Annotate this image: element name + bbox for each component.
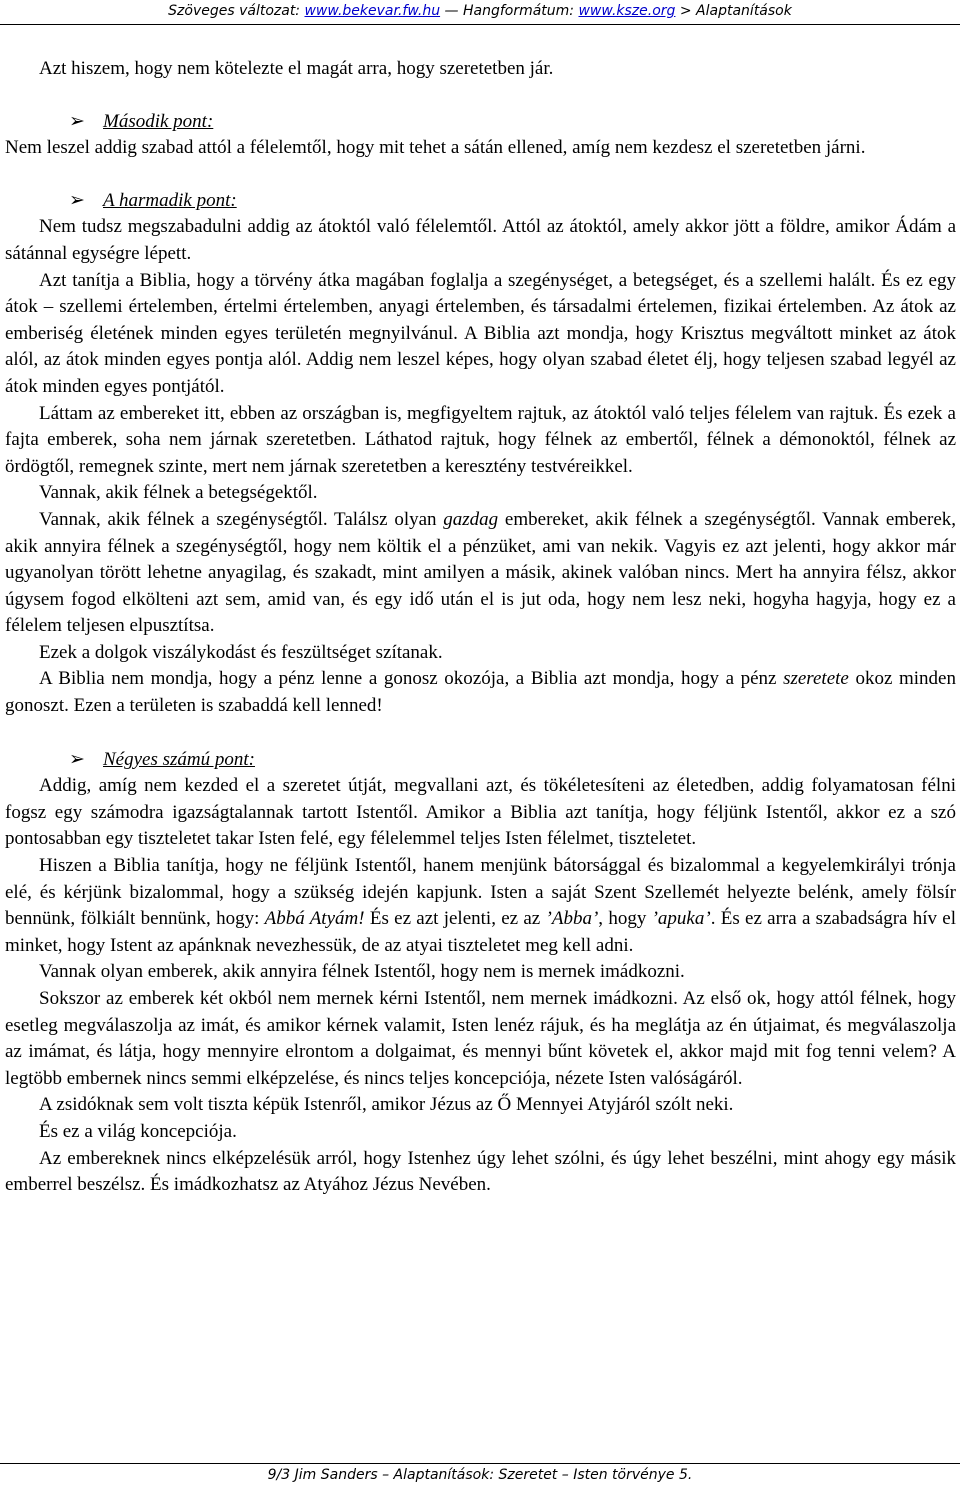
italic-gazdag: gazdag <box>443 508 499 530</box>
arrow-bullet-icon: ➢ <box>69 189 85 211</box>
paragraph-4: Azt tanítja a Biblia, hogy a törvény átka magában foglalja a szegénységet, a betegséget, és a szellemi halált. És ez egy átok – szellemi értelemben, értelmi értelemben, anyagi értelemben, és társadalmi értelemen, fizikai értelemben. Az átok az emberiség életének minden egyes területén megnyilvánul. A Biblia azt mondja, hogy Krisztus megváltott minket az átok alól, az átok minden egyes pontja alól. Addig nem leszel képes, hogy olyan szabad életet élj, hogy teljesen szabad legyél az átok minden egyes pontjától. <box>5 269 956 397</box>
paragraph-10: Addig, amíg nem kezded el a szeretet útját, megvallani azt, és tökéletesíteni az életedben, addig folyamatosan félni fogsz egy számodra igazságtalannak tartott Istentől. Amikor a Biblia azt tanítja, hogy féljünk Istentől, akkor ez a szó pontosabban egy tiszteletet takar Isten felé, egy félelemmel teljes Isten félelmet, tiszteletet. <box>5 775 956 850</box>
italic-abba-atyam: Abbá Atyám! <box>264 908 365 930</box>
paragraph-11: Hiszen a Biblia tanítja, hogy ne féljünk Istentől, hanem menjünk bátorsággal és bizalommal a kegyelemkirályi trónja elé, és kérjünk bizalommal, hogy a szükség idején kapjunk. Isten a saját Szent Szellemét helyezte belénk, amely fölsír bennünk, fölkiált bennünk, hogy: Abbá Atyám! És ez azt jelenti, ez az ’Abba’, hogy ’apuka’. És ez arra a szabadságra hív el minket, hogy Istent az apánknak nevezhessük, de az atyai tiszteletet meg kell adni. <box>5 855 957 956</box>
italic-apuka: ’apuka’ <box>651 908 711 930</box>
footer-rule <box>0 1463 960 1464</box>
point-3-heading <box>5 188 956 215</box>
point-2-heading <box>5 109 956 136</box>
paragraph-14: A zsidóknak sem volt tiszta képük Istenről, amikor Jézus az Ő Mennyei Atyjáról szólt neki. <box>39 1094 734 1116</box>
italic-abba: ’Abba’ <box>545 908 599 930</box>
arrow-bullet-icon: ➢ <box>69 748 85 770</box>
paragraph-5: Láttam az embereket itt, ebben az országban is, megfigyeltem rajtuk, az átoktól való teljes félelem van rajtuk. És ezek a fajta emberek, soha nem járnak szeretetben. Láthatod rajtuk, hogy félnek az embertől, félnek a démonoktól, félnek az ördögtől, remegnek szinte, mert nem járnak szeretetben a keresztény testvéreikkel. <box>5 402 956 477</box>
paragraph-15: És ez a világ koncepciója. <box>39 1120 237 1142</box>
page-header <box>0 3 960 19</box>
point-4-title: Négyes számú pont: <box>103 748 255 770</box>
paragraph-12: Vannak olyan emberek, akik annyira félnek Istentől, hogy nem is mernek imádkozni. <box>39 961 685 983</box>
header-rule <box>0 24 960 25</box>
paragraph-9: A Biblia nem mondja, hogy a pénz lenne a gonosz okozója, a Biblia azt mondja, hogy a pénz szeretete okoz minden gonoszt. Ezen a területen is szabaddá kell lenned! <box>5 668 956 717</box>
point-3-title: A harmadik pont: <box>103 189 237 211</box>
header-text-suffix: > Alaptanítások <box>675 3 792 19</box>
point-4-heading <box>5 747 956 774</box>
paragraph-16: Az embereknek nincs elképzelésük arról, hogy Istenhez úgy lehet szólni, és úgy lehet beszélni, mint ahogy egy másik emberrel beszélsz. És imádkozhatsz az Atyához Jézus Nevében. <box>5 1147 956 1196</box>
document-body <box>5 56 956 1199</box>
paragraph-6: Vannak, akik félnek a betegségektől. <box>39 482 318 504</box>
paragraph-8: Ezek a dolgok viszálykodást és feszültséget szítanak. <box>39 641 443 663</box>
page-footer: 9/3 Jim Sanders – Alaptanítások: Szeretet – Isten törvénye 5. <box>267 1467 693 1483</box>
paragraph-2: Nem leszel addig szabad attól a félelemtől, hogy mit tehet a sátán ellened, amíg nem kezdesz el szeretetben járni. <box>5 137 866 159</box>
italic-szeretete: szeretete <box>783 668 849 690</box>
arrow-bullet-icon: ➢ <box>69 110 85 132</box>
paragraph-13: Sokszor az emberek két okból nem mernek kérni Istentől, nem mernek imádkozni. Az első ok, hogy attól félnek, hogy esetleg megválaszolja az imát, és amikor kérnek valamit, Isten lenéz rájuk, és ha meglátja az én útjaimat, és megválaszolja az imámat, és látja, hogy mennyire elrontom a dolgaimat, és mennyi bűnt követek el, akkor majd mit fog tenni velem? A legtöbb embernek nincs semmi elképzelése, és nincs teljes koncepciója, nézete Isten valóságáról. <box>5 988 956 1089</box>
ksze-link[interactable]: www.ksze.org <box>578 3 676 19</box>
bekevar-link[interactable]: www.bekevar.fw.hu <box>304 3 441 19</box>
paragraph-3: Nem tudsz megszabadulni addig az átoktól való félelemtől. Attól az átoktól, amely akkor jött a földre, amikor Ádám a sátánnal egységre lépett. <box>5 216 956 264</box>
header-text-prefix: Szöveges változat: <box>168 3 305 19</box>
header-text-middle: — Hangformátum: <box>440 3 579 19</box>
point-2-title: Második pont: <box>103 110 214 132</box>
paragraph-1: Azt hiszem, hogy nem kötelezte el magát arra, hogy szeretetben jár. <box>39 58 554 79</box>
paragraph-7: Vannak, akik félnek a szegénységtől. Találsz olyan gazdag embereket, akik félnek a szegénységtől. Vannak emberek, akik annyira félnek a szegénységtől, hogy nem költik el a pénzüket, ami van nekik. Vagyis ez azt jelenti, hogy akkor már ugyanolyan törött lehetne anyagilag, és szakadt, mint amilyen a másik, akinek valóban nincs. Mert ha annyira félsz, akkor úgysem fogod elkölteni azt sem, amid van, és egy idő után el is jut oda, hogy nem lesz neki, hogyha hagyja, hogy ez a félelem teljesen elpusztítsa. <box>5 508 956 637</box>
